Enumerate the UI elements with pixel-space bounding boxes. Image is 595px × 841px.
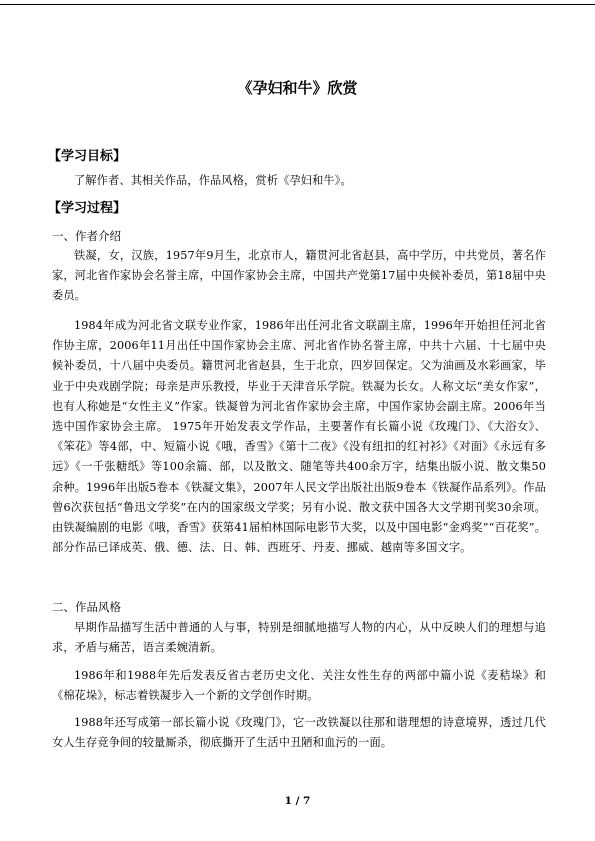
header-rule xyxy=(0,4,595,5)
section2-paragraph-2: 1986年和1988年先后发表反省古老历史文化、关注女性生存的两部中篇小说《麦秸垛》和《棉花垛》，标志着铁凝步入一个新的文学创作时期。 xyxy=(52,669,546,703)
goal-text: 了解作者、其相关作品，作品风格，赏析《孕妇和牛》。 xyxy=(74,174,352,187)
section2-title: 二、作品风格 xyxy=(52,600,121,614)
section2-paragraph-1: 早期作品描写生活中普通的人与事，特别是细腻地描写人物的内心，从中反映人们的理想与追求，矛盾与痛苦，语言柔婉清新。 xyxy=(52,621,546,655)
page-number: 1 / 7 xyxy=(284,795,311,807)
process-heading: 【学习过程】 xyxy=(48,201,127,216)
section1-paragraph-1: 铁凝，女，汉族，1957年9月生，北京市人，籍贯河北省赵县，高中学历，中共党员，著名作家，河北省作家协会名誉主席，中国作家协会主席，中国共产党第17届中央候补委员，第18届中央委员。 xyxy=(52,249,546,303)
section1-paragraph-2: 1984年成为河北省文联专业作家，1986年出任河北省文联副主席，1996年开始担任河北省作协主席，2006年11月出任中国作家协会主席、河北省作协名誉主席，中共十六届、十七届中央候补委员，十八届中央委员。籍贯河北省赵县，生于北京，四岁回保定。父为油画及水彩画家，毕业于中央戏剧学院；母亲是声乐教授，毕业于天津音乐学院。铁凝为长女。人称文坛“美女作家”，也有人称她是“女性主义”作家。铁凝曾为河北省作家协会主席，中国作家协会副主席。2006年当选中国作家协会主席。 1975年开始发表文学作品，主要著作有长篇小说《玫瑰门》、《大浴女》、《笨花》等4部，中、短篇小说《哦，香雪》《第十二夜》《没有纽扣的红衬衫》《对面》《永远有多远》《一千张糖纸》等100余篇、部，以及散文、随笔等共400余万字，结集出版小说、散文集50余种。1996年出版5卷本《铁凝文集》，2007年人民文学出版社出版9卷本《铁凝作品系列》。作品曾6次获包括“鲁迅文学奖”在内的国家级文学奖；另有小说、散文获中国各大文学期刊奖30余项。由铁凝编剧的电影《哦，香雪》获第41届柏林国际电影节大奖，以及中国电影“金鸡奖”“百花奖”。部分作品已译成英、俄、德、法、日、韩、西班牙、丹麦、挪威、越南等多国文字。 xyxy=(52,319,546,555)
section2-paragraph-3: 1988年还写成第一部长篇小说《玫瑰门》，它一改铁凝以往那和谐理想的诗意境界，透过几代女人生存竞争间的较量厮杀，彻底撕开了生活中丑陋和血污的一面。 xyxy=(52,716,546,750)
section1-title: 一、作者介绍 xyxy=(52,229,121,243)
goal-heading: 【学习目标】 xyxy=(48,149,127,164)
page-title: 《孕妇和牛》欣赏 xyxy=(237,79,358,97)
